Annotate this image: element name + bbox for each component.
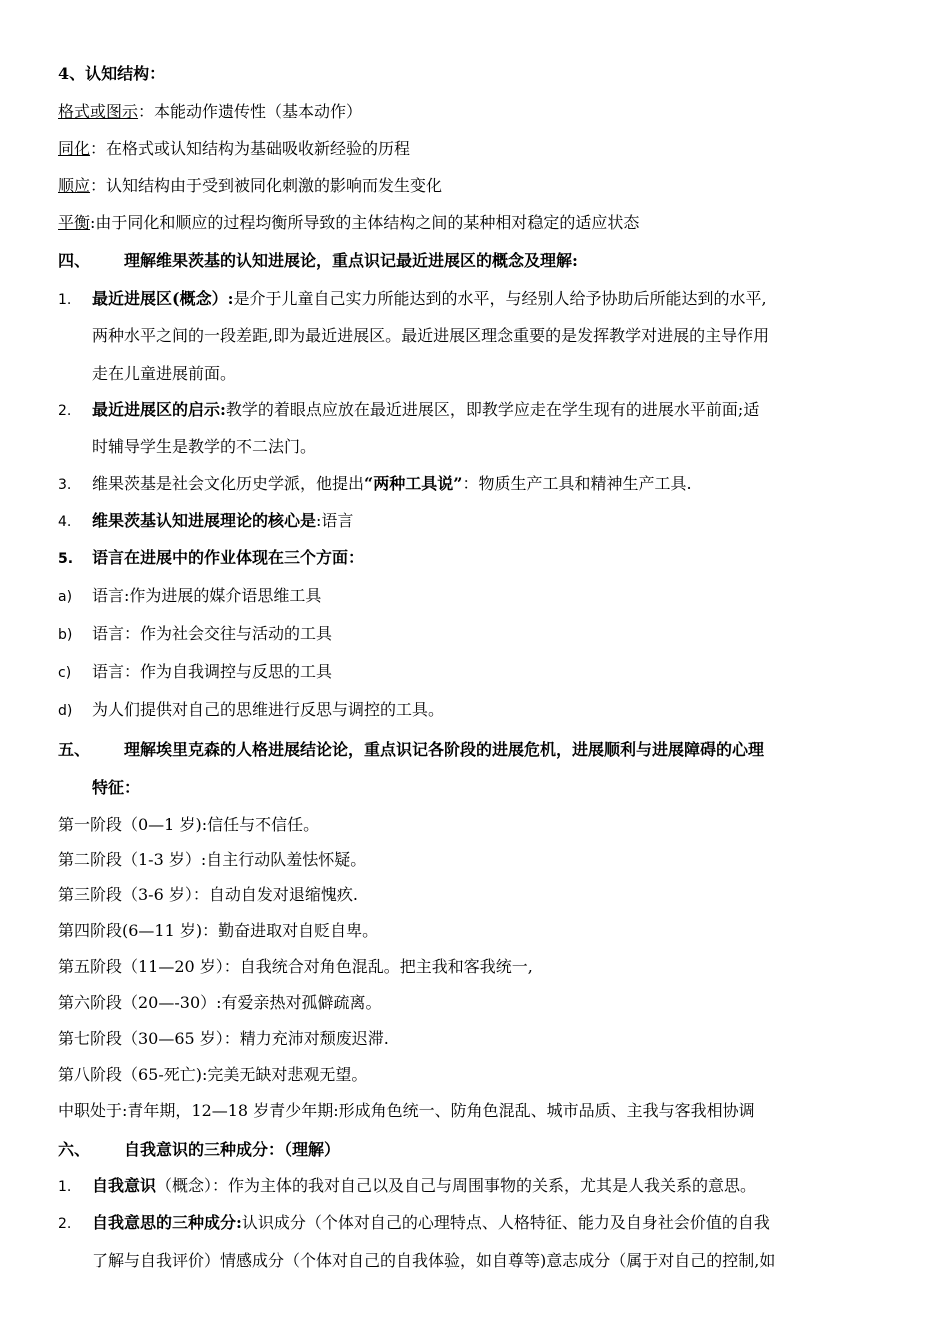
equilibrium-line	[58, 213, 639, 233]
section-4-heading	[58, 251, 578, 271]
heading-cognitive-structure: 4、认知结构：	[58, 64, 166, 83]
section-4-title: 理解维果茨基的认知进展论，重点识记最近进展区的概念及理解:	[124, 251, 578, 270]
assimilation-line	[58, 139, 410, 159]
assimilation-term: 同化	[58, 139, 91, 158]
item-text: :语言	[316, 511, 354, 530]
schema-term: 格式或图示	[58, 102, 139, 121]
list-item	[92, 289, 767, 309]
item-text: 是介于儿童自己实力所能达到的水平，与经别人给予协助后所能达到的水平,	[233, 289, 767, 308]
item-text: 认识成分（个体对自己的心理特点、人格特征、能力及自身社会价值的自我	[241, 1213, 770, 1232]
list-letter: c)	[58, 665, 72, 681]
stage-summary-line: 中职处于:青年期，12—18 岁青少年期:形成角色统一、防角色混乱、城市品质、主我与客我相协调	[58, 1101, 755, 1120]
item-bold: 维果茨基认知进展理论的核心是	[92, 511, 317, 530]
stage-line: 第四阶段(6—11 岁)：勤奋进取对自贬自卑。	[58, 921, 379, 940]
item-bold: “两种工具说”	[364, 474, 463, 493]
list-number: 1.	[58, 1179, 72, 1195]
list-item	[92, 400, 759, 420]
stage-line: 第五阶段（11—20 岁）：自我统合对角色混乱。把主我和客我统一,	[58, 957, 533, 976]
assimilation-text: ：在格式或认知结构为基础吸收新经验的历程	[90, 139, 411, 158]
list-item: 语言：作为自我调控与反思的工具	[92, 662, 333, 681]
item-prefix: 维果茨基是社会文化历史学派，他提出	[92, 474, 365, 493]
stage-line: 第三阶段（3-6 岁）：自动自发对退缩愧疚.	[58, 885, 358, 904]
list-letter: b)	[58, 627, 73, 643]
schema-line	[58, 102, 362, 122]
item-text: （概念）：作为主体的我对自己以及自己与周围事物的关系，尤其是人我关系的意思。	[156, 1176, 757, 1195]
list-number: 4.	[58, 514, 72, 530]
list-item: 语言：作为社会交往与活动的工具	[92, 624, 333, 643]
stage-line: 第二阶段（1-3 岁）:自主行动队羞怯怀疑。	[58, 850, 367, 869]
list-item: 语言在进展中的作业体现在三个方面：	[92, 548, 365, 567]
section-6-number: 六、	[58, 1140, 91, 1159]
list-item	[92, 1213, 770, 1233]
list-letter: a)	[58, 589, 73, 605]
list-item-continuation: 时辅导学生是教学的不二法门。	[92, 437, 317, 456]
item-text: 教学的着眼点应放在最近进展区，即教学应走在学生现有的进展水平前面;适	[225, 400, 760, 419]
item-bold: 最近进展区的启示:	[92, 400, 226, 419]
item-bold: 最近进展区(概念）:	[92, 289, 234, 308]
item-bold: 自我意识	[92, 1176, 157, 1195]
equilibrium-term: 平衡	[58, 213, 91, 232]
accommodation-line	[58, 176, 442, 196]
list-number: 2.	[58, 403, 72, 419]
stage-line: 第八阶段（65-死亡):完美无缺对悲观无望。	[58, 1065, 368, 1084]
item-text: ：物质生产工具和精神生产工具.	[462, 474, 692, 493]
list-item: 语言:作为进展的媒介语思维工具	[92, 586, 322, 605]
list-number: 5.	[58, 551, 74, 567]
item-bold: 自我意思的三种成分:	[92, 1213, 242, 1232]
section-5-title: 理解埃里克森的人格进展结论论，重点识记各阶段的进展危机，进展顺利与进展障碍的心理	[124, 740, 765, 759]
list-number: 2.	[58, 1216, 72, 1232]
list-item-continuation: 了解与自我评价）情感成分（个体对自己的自我体验，如自尊等)意志成分（属于对自己的控制,如	[92, 1251, 776, 1270]
equilibrium-text: :由于同化和顺应的过程均衡所导致的主体结构之间的某种相对稳定的适应状态	[90, 213, 640, 232]
list-item	[92, 1176, 756, 1196]
stage-line: 第七阶段（30—65 岁）：精力充沛对颓废迟滞.	[58, 1029, 389, 1048]
accommodation-term: 顺应	[58, 176, 91, 195]
section-5-number: 五、	[58, 740, 91, 759]
list-item-continuation: 走在儿童进展前面。	[92, 364, 237, 383]
list-item: 为人们提供对自己的思维进行反思与调控的工具。	[92, 700, 445, 719]
schema-text: ：本能动作遗传性（基本动作）	[138, 102, 363, 121]
list-letter: d)	[58, 703, 73, 719]
section-5-title-continuation: 特征：	[92, 778, 141, 797]
list-item	[92, 511, 353, 531]
stage-line: 第一阶段（0—1 岁):信任与不信任。	[58, 815, 320, 834]
list-number: 3.	[58, 477, 72, 493]
list-item	[92, 474, 692, 494]
stage-line: 第六阶段（20—-30）:有爱亲热对孤僻疏离。	[58, 993, 382, 1012]
accommodation-text: ：认知结构由于受到被同化刺激的影响而发生变化	[90, 176, 443, 195]
list-number: 1.	[58, 292, 72, 308]
section-4-number: 四、	[58, 251, 91, 270]
list-item-continuation: 两种水平之间的一段差距,即为最近进展区。最近进展区理念重要的是发挥教学对进展的主导作用	[92, 326, 770, 345]
section-6-heading	[58, 1140, 340, 1160]
section-5-heading	[58, 740, 764, 760]
section-6-title: 自我意识的三种成分：（理解）	[124, 1140, 341, 1159]
